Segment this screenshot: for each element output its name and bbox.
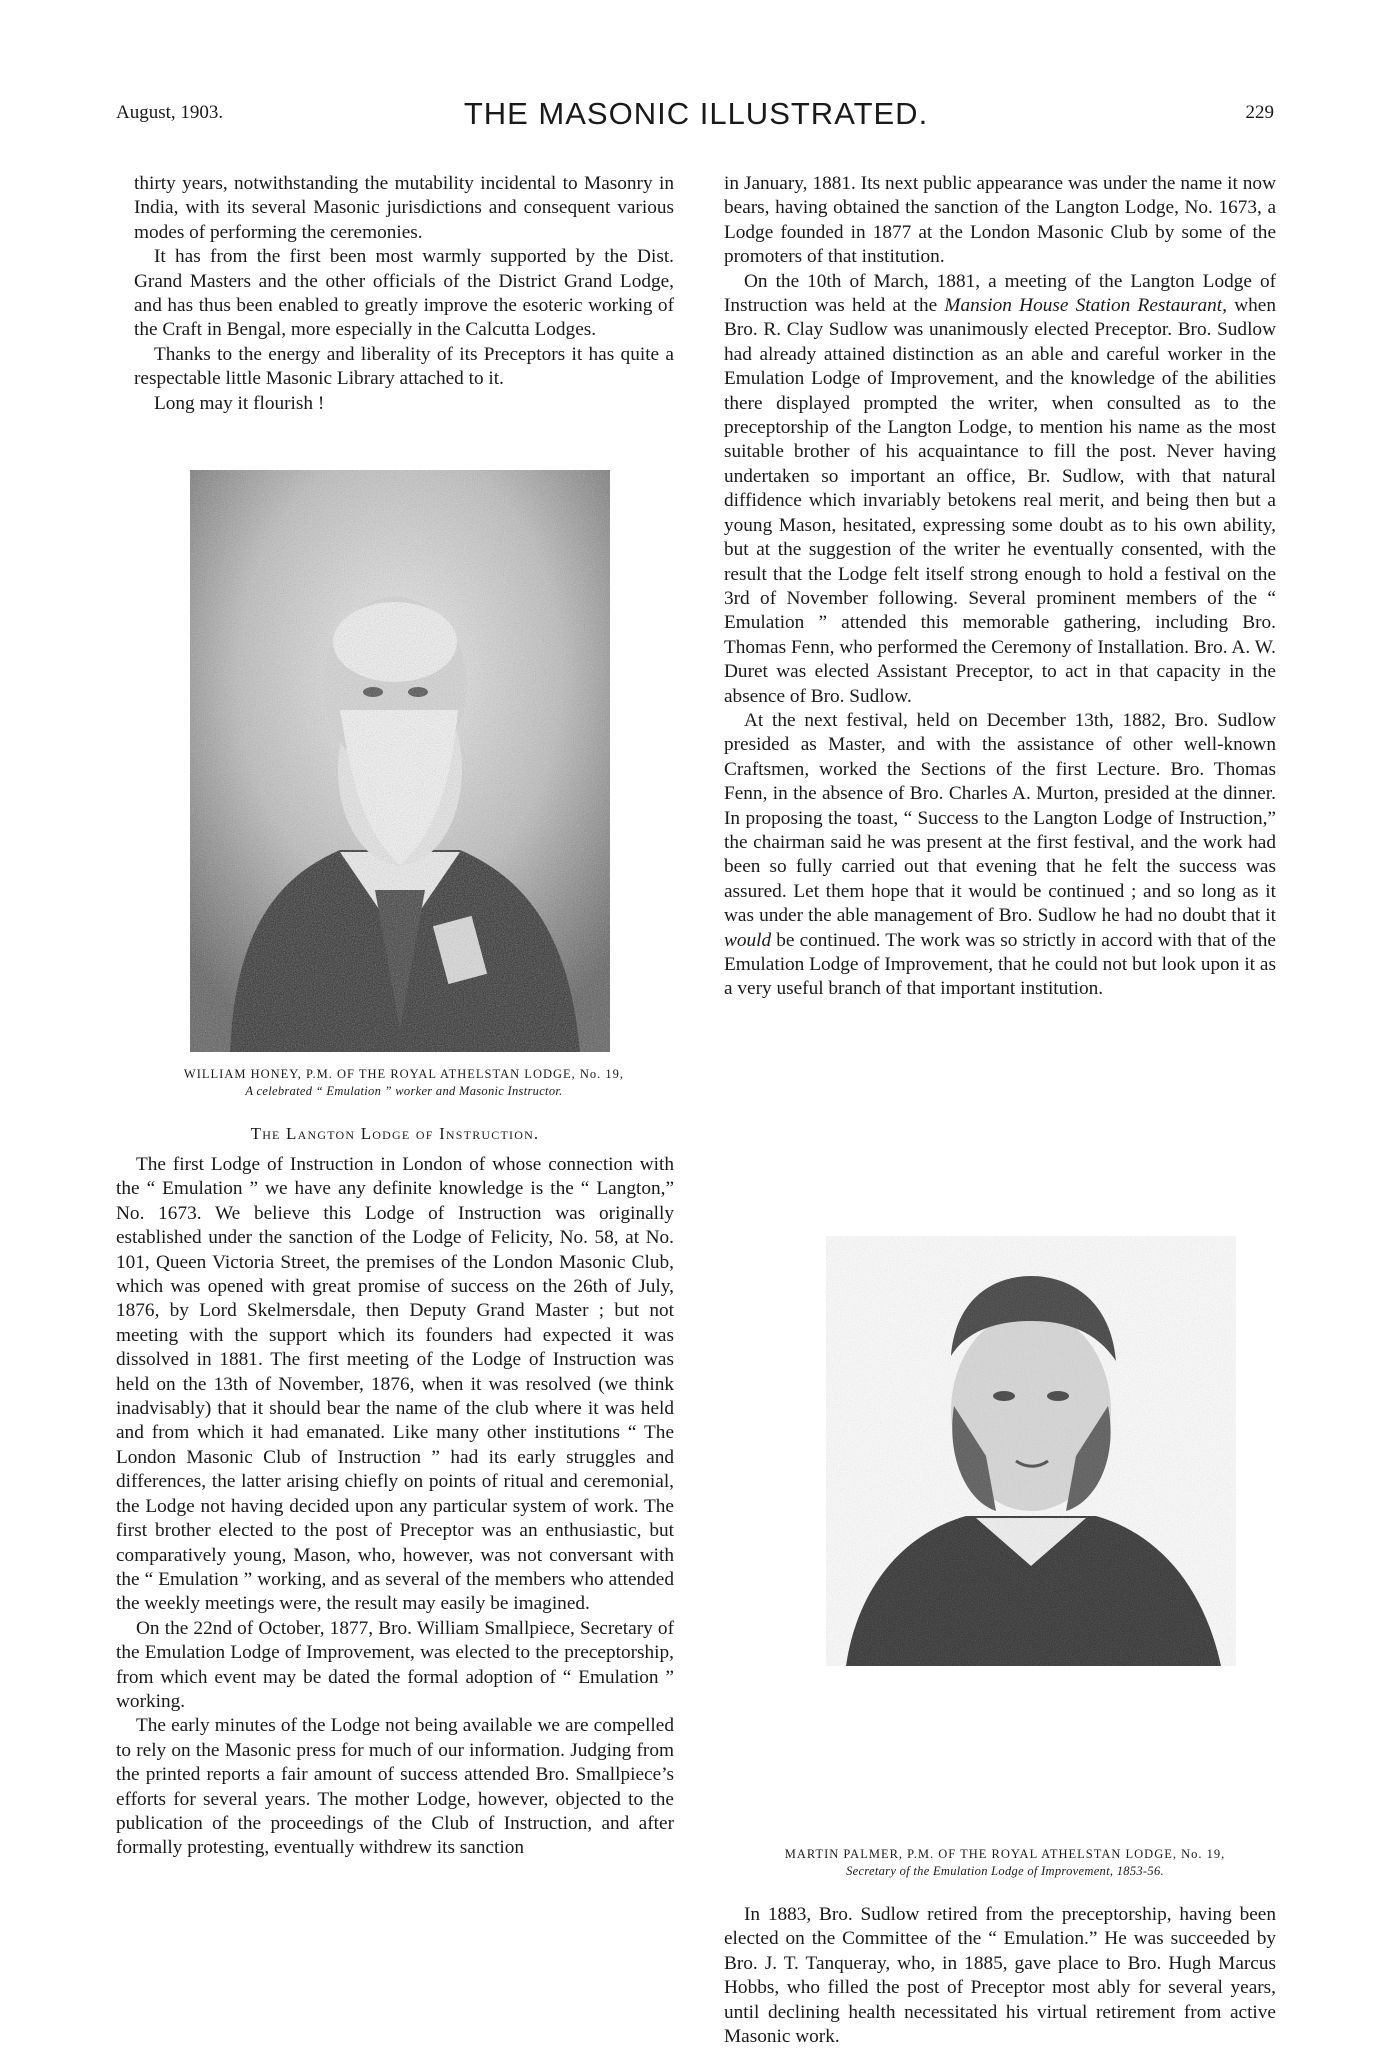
page-number: 229 <box>1245 102 1274 123</box>
page-header <box>0 96 1392 136</box>
portrait-william-honey <box>190 470 610 1052</box>
paragraph: On the 22nd of October, 1877, Bro. William Smallpiece, Secretary of the Emulation Lodge of Improvement, was elected to the preceptorship, from which event may be dated the formal adoption of “ Emulation ” working. <box>116 1617 674 1712</box>
caption-title: WILLIAM HONEY, P.M. OF THE ROYAL ATHELSTAN LODGE, No. 19, <box>183 1067 625 1081</box>
left-column-bottom <box>116 1153 674 1861</box>
paragraph: Thanks to the energy and liberality of its Preceptors it has quite a respectable little Masonic Library attached to it. <box>134 343 674 390</box>
figure-caption <box>130 1066 678 1100</box>
italic-text: would <box>724 929 772 951</box>
paragraph: It has from the first been most warmly supported by the Dist. Grand Masters and the other officials of the District Grand Lodge, and has thus been enabled to greatly improve the esoteric working of the Craft in Bengal, more especially in the Calcutta Lodges. <box>134 246 674 341</box>
text-run: when Bro. R. Clay Sudlow was unanimously elected Preceptor. Bro. Sudlow had already attained distinction as an able and careful worker in the Emulation Lodge of Improvement, and the knowledge of the abilities there displayed prompted the writer, when consulted as to the preceptorship of the Langton Lodge, to mention his name as the most suitable brother of his acquaintance to fill the post. Never having undertaken so important an office, Br. Sudlow, with that natural diffidence which invariably betokens real merit, and being then but a young Mason, hesitated, expressing some doubt as to his own ability, but at the suggestion of the writer he eventually consented, with the result that the Lodge felt itself strong enough to hold a festival on the 3rd of November following. Several prominent members of the “ Emulation ” attended this memorable gathering, including Bro. Thomas Fenn, who performed the Ceremony of Installation. Bro. A. W. Duret was elected Assistant Preceptor, to act in that capacity in the absence of Bro. Sudlow. <box>724 295 1276 707</box>
left-column-top <box>134 172 674 416</box>
paragraph: in January, 1881. Its next public appearance was under the name it now bears, having obtained the sanction of the Langton Lodge, No. 1673, a Lodge founded in 1877 at the London Masonic Club by some of the promoters of that institution. <box>724 173 1276 268</box>
paragraph: The first Lodge of Instruction in London of whose connection with the “ Emulation ” we have any definite knowledge is the “ Langton,” No. 1673. We believe this Lodge of Instruction was originally established under the sanction of the Lodge of Felicity, No. 58, at No. 101, Queen Victoria Street, the premises of the London Masonic Club, which was opened with great promise of success on the 26th of July, 1876, by Lord Skelmersdale, then Deputy Grand Master ; but not meeting with the support which its founders had expected it was dissolved in 1881. The first meeting of the Lodge of Instruction was held on the 13th of November, 1876, when it was resolved (we think inadvisably) that it should bear the name of the club where it was held and from which it had emanated. Like many other institutions “ The London Masonic Club of Instruction ” had its early struggles and differences, the latter arising chiefly on points of ritual and ceremonial, the Lodge not having decided upon any particular system of work. The first brother elected to the post of Preceptor was an enthusiastic, but comparatively young, Mason, who, however, was not conversant with the “ Emulation ” working, and as several of the members who attended the weekly meetings were, the result may easily be imagined. <box>116 1154 674 1615</box>
paragraph: The early minutes of the Lodge not being available we are compelled to rely on the Masonic press for much of our information. Judging from the printed reports a fair amount of success attended Bro. Smallpiece’s efforts for several years. The mother Lodge, however, objected to the publication of the proceedings of the Club of Instruction, and after formally protesting, eventually withdrew its sanction <box>116 1715 674 1859</box>
caption-subtitle: A celebrated “ Emulation ” worker and Masonic Instructor. <box>245 1084 563 1098</box>
right-column-bottom <box>724 1903 1276 2049</box>
caption-title: MARTIN PALMER, P.M. OF THE ROYAL ATHELSTAN LODGE, No. 19, <box>784 1847 1226 1861</box>
text-run: be continued. The work was so strictly in accord with that of the Emulation Lodge of Improvement, that he could not but look upon it as a very useful branch of that important institution. <box>724 929 1276 1000</box>
paragraph: Long may it flourish ! <box>154 392 325 414</box>
text-run: At the next festival, held on December 13th, 1882, Bro. Sudlow presided as Master, and with the assistance of other well-known Craftsmen, worked the Sections of the first Lecture. Bro. Thomas Fenn, in the absence of Bro. Charles A. Murton, presided at the dinner. In proposing the toast, “ Success to the Langton Lodge of Instruction,” the chairman said he was present at the first festival, and the work had been so fully carried out that evening that he felt the success was assured. Let them hope that it would be continued ; and so long as it was under the able management of Bro. Sudlow he had no doubt that it <box>724 709 1276 927</box>
right-column-top <box>724 172 1276 1002</box>
paragraph <box>724 709 1276 1002</box>
text-run: On the 10th of March, 1881, a meeting of the Langton Lodge of Instruction was held at the <box>724 270 1276 317</box>
italic-text: Mansion House Station Restaurant, <box>944 295 1227 317</box>
portrait-martin-palmer <box>826 1236 1236 1666</box>
paragraph <box>724 270 1276 709</box>
paragraph: thirty years, notwithstanding the mutability incidental to Masonry in India, with its several Masonic jurisdictions and consequent various modes of performing the ceremonies. <box>134 173 674 243</box>
caption-subtitle: Secretary of the Emulation Lodge of Improvement, 1853-56. <box>846 1864 1164 1878</box>
section-heading: The Langton Lodge of Instruction. <box>250 1124 540 1143</box>
paragraph: In 1883, Bro. Sudlow retired from the preceptorship, having been elected on the Committee of the “ Emulation.” He was succeeded by Bro. J. T. Tanqueray, who, in 1885, gave place to Bro. Hugh Marcus Hobbs, who filled the post of Preceptor most ably for several years, until declining health necessitated his virtual retirement from active Masonic work. <box>724 1904 1276 2048</box>
figure-caption <box>710 1846 1300 1880</box>
issue-date: August, 1903. <box>116 102 224 123</box>
publication-title: THE MASONIC ILLUSTRATED. <box>463 96 929 131</box>
